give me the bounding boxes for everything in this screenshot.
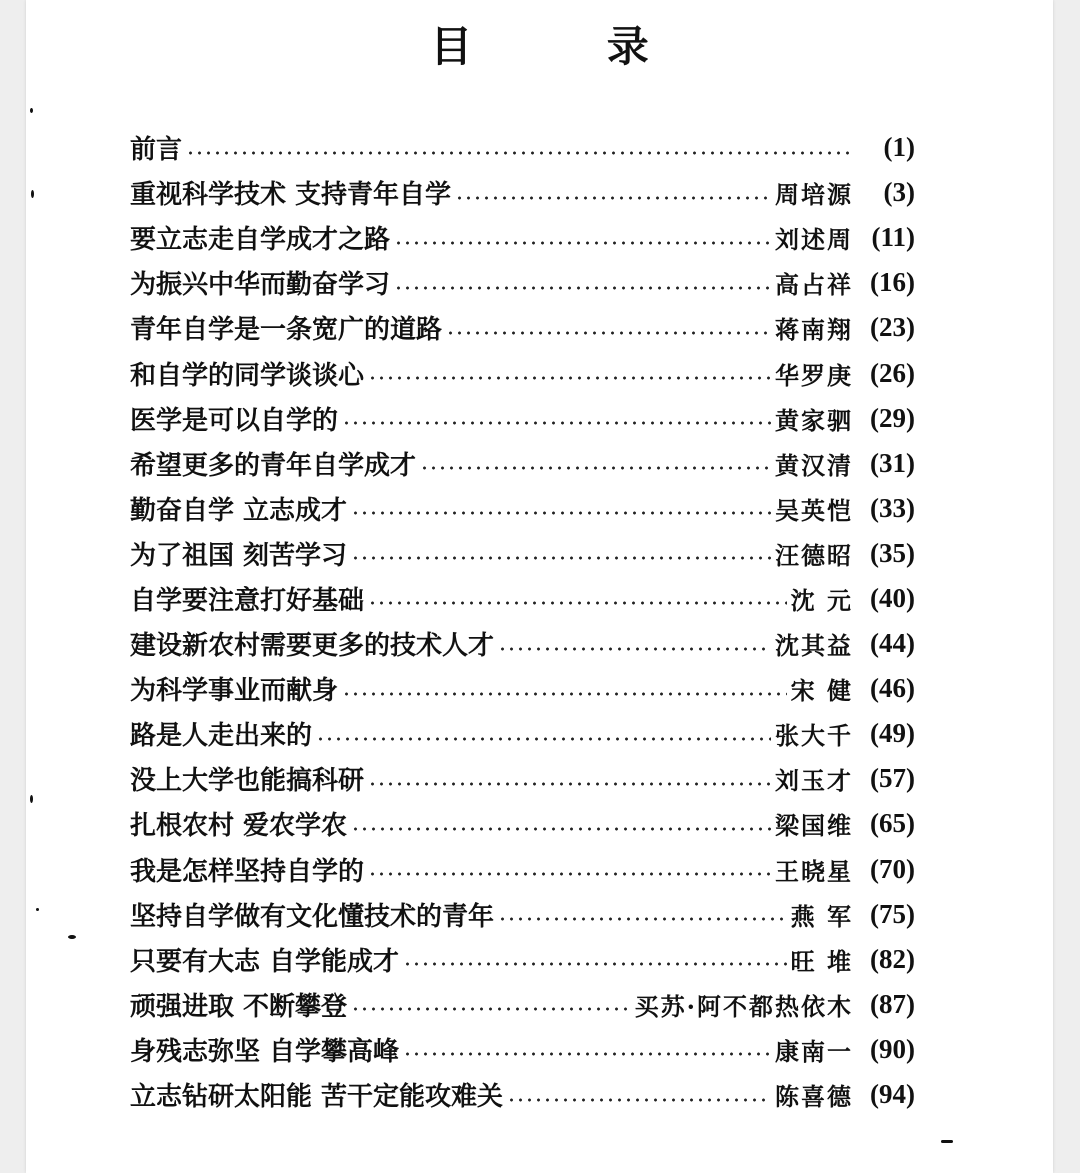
dot-leader [351,1007,631,1011]
toc-entry [130,215,915,260]
entry-author: 蒋南翔 [775,315,853,345]
entry-author: 周培源 [775,180,853,210]
entry-author: 沈 元 [790,585,853,615]
toc-entry [130,350,915,395]
dot-leader [507,1098,771,1102]
entry-title: 坚持自学做有文化懂技术的青年 [130,901,495,932]
dot-leader [446,331,771,335]
dot-leader [368,376,771,380]
toc-entry [130,260,915,305]
entry-title: 青年自学是一条宽广的道路 [130,315,443,346]
entry-author: 张大千 [775,721,853,751]
entry-author: 刘玉才 [775,766,853,796]
scan-speck [31,190,34,198]
toc-entry [130,531,915,576]
entry-author: 梁国维 [775,811,853,841]
toc-entry [130,170,915,215]
toc-entry [130,892,915,937]
entry-page-number: (23) [870,312,915,343]
entry-page-number: (46) [870,673,915,704]
toc-entry [130,1027,915,1072]
toc-entry [130,1072,915,1117]
scan-speck [30,108,33,113]
entry-page-number: (70) [870,853,915,884]
entry-title: 没上大学也能搞科研 [130,766,365,797]
toc-entry [130,982,915,1027]
dot-leader [394,286,771,290]
entry-title: 顽强进取 不断攀登 [130,991,348,1022]
dot-leader [498,647,771,651]
toc-entry [130,801,915,846]
document-page [26,0,1053,1173]
entry-title: 勤奋自学 立志成才 [130,495,348,526]
entry-title: 重视科学技术 支持青年自学 [130,180,452,211]
entry-title: 身残志弥坚 自学攀高峰 [130,1036,400,1067]
toc-entry [130,125,915,170]
entry-author: 宋 健 [790,676,853,706]
entry-page-number: (33) [870,492,915,523]
dot-leader [498,917,787,921]
entry-page-number: (94) [870,1079,915,1110]
toc-entry [130,711,915,756]
dot-leader [186,151,849,155]
table-of-contents [130,125,915,1117]
entry-page-number: (26) [870,357,915,388]
entry-page-number: (40) [870,582,915,613]
entry-title: 路是人走出来的 [130,721,313,752]
dot-leader [403,1052,771,1056]
entry-title: 自学要注意打好基础 [130,585,365,616]
entry-title: 建设新农村需要更多的技术人才 [130,631,495,662]
entry-author: 沈其益 [775,631,853,661]
dot-leader [394,241,771,245]
entry-page-number: (3) [883,177,915,208]
entry-page-number: (44) [870,628,915,659]
entry-title: 为了祖国 刻苦学习 [130,540,348,571]
entry-page-number: (65) [870,808,915,839]
dot-leader [342,421,771,425]
entry-page-number: (16) [870,267,915,298]
entry-page-number: (35) [870,537,915,568]
toc-entry [130,486,915,531]
toc-entry [130,576,915,621]
entry-author: 买苏·阿不都热依木 [634,991,853,1021]
entry-author: 华罗庚 [775,360,853,390]
dot-leader [351,556,771,560]
toc-entry [130,396,915,441]
toc-entry [130,441,915,486]
dot-leader [420,466,771,470]
dot-leader [368,601,787,605]
toc-entry [130,937,915,982]
dot-leader [351,511,771,515]
entry-author: 康南一 [775,1036,853,1066]
entry-page-number: (29) [870,402,915,433]
entry-page-number: (87) [870,988,915,1019]
scan-speck [36,908,39,911]
toc-entry [130,847,915,892]
toc-entry [130,305,915,350]
entry-title: 为科学事业而献身 [130,676,339,707]
entry-title: 我是怎样坚持自学的 [130,856,365,887]
entry-page-number: (82) [870,943,915,974]
entry-page-number: (57) [870,763,915,794]
page-title: 目 录 [430,22,709,71]
entry-title: 前言 [130,135,183,166]
toc-entry [130,666,915,711]
entry-author: 刘述周 [775,225,853,255]
entry-author: 王晓星 [775,856,853,886]
entry-page-number: (90) [870,1033,915,1064]
entry-page-number: (49) [870,718,915,749]
entry-title: 扎根农村 爱农学农 [130,811,348,842]
entry-author: 汪德昭 [775,540,853,570]
dot-leader [368,872,771,876]
entry-author: 高占祥 [775,270,853,300]
entry-title: 立志钻研太阳能 苦干定能攻难关 [130,1082,504,1113]
entry-page-number: (1) [883,132,915,163]
scan-speck [941,1140,953,1143]
entry-title: 为振兴中华而勤奋学习 [130,270,391,301]
dot-leader [342,692,787,696]
entry-author: 黄家驷 [775,405,853,435]
entry-title: 希望更多的青年自学成才 [130,450,417,481]
entry-author: 黄汉清 [775,450,853,480]
dot-leader [368,782,771,786]
dot-leader [455,196,771,200]
toc-entry [130,756,915,801]
toc-entry [130,621,915,666]
entry-title: 要立志走自学成才之路 [130,225,391,256]
entry-title: 只要有大志 自学能成才 [130,946,400,977]
dot-leader [403,962,787,966]
entry-author: 吴英恺 [775,495,853,525]
entry-author: 陈喜德 [775,1082,853,1112]
entry-title: 和自学的同学谈谈心 [130,360,365,391]
entry-page-number: (31) [870,447,915,478]
scan-speck [30,795,33,803]
entry-page-number: (75) [870,898,915,929]
dot-leader [316,737,771,741]
entry-title: 医学是可以自学的 [130,405,339,436]
entry-page-number: (11) [871,222,915,253]
dot-leader [351,827,771,831]
entry-author: 燕 军 [790,901,853,931]
entry-author: 旺 堆 [790,946,853,976]
scan-speck [68,935,76,939]
